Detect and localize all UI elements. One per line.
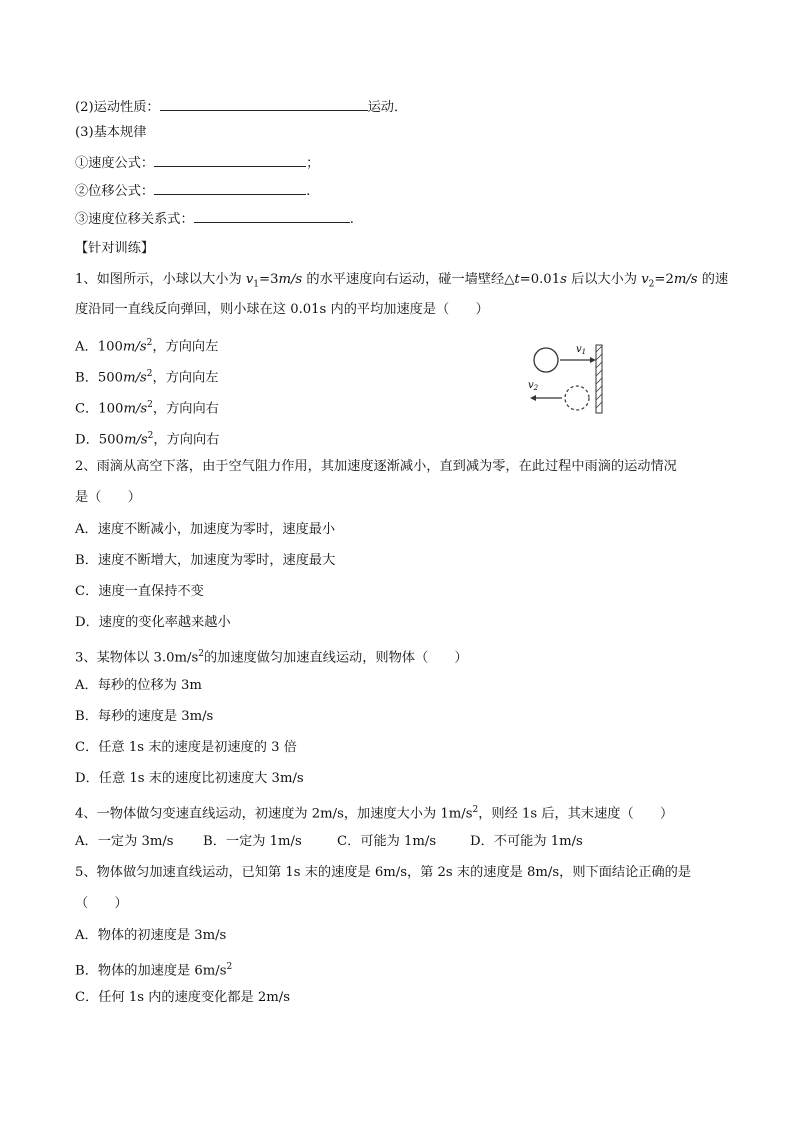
q2-option-d[interactable]: D．速度的变化率越来越小: [75, 615, 231, 630]
velocity-displacement-tail: .: [349, 212, 354, 227]
velocity-formula-blank[interactable]: [154, 152, 306, 167]
q3-stem: 3、某物体以 $3.0m/s^2$的加速度做匀加速直线运动，则物体（ ）: [75, 649, 468, 666]
q5-option-b[interactable]: B．物体的加速度是 $6m/s^2$: [75, 962, 233, 979]
q5-option-a[interactable]: A．物体的初速度是 3m/s: [75, 928, 227, 943]
basic-rules-title: (3)基本规律: [75, 125, 147, 140]
q5-stem-line1: 5、物体做匀加速直线运动，已知第 1s 末的速度是 6m/s，第 2s 末的速度是 8m/s，则下面结论正确的是: [75, 865, 692, 880]
q3-option-d[interactable]: D．任意 1s 末的速度比初速度大 3m/s: [75, 771, 304, 786]
q2-option-a[interactable]: A．速度不断减小，加速度为零时，速度最小: [75, 522, 336, 537]
velocity-formula-label: ①速度公式：: [75, 156, 155, 171]
ball-incoming: [534, 348, 558, 372]
q1-option-b[interactable]: B．$500m/s^2$，方向向左: [75, 369, 219, 386]
q1-option-a[interactable]: A．$100m/s^2$，方向向左: [75, 338, 219, 355]
q4-option-d[interactable]: D．不可能为 1m/s: [470, 834, 583, 849]
q1-option-c[interactable]: C．$100m/s^2$，方向向右: [75, 400, 219, 417]
q2-stem-line1: 2、雨滴从高空下落，由于空气阻力作用，其加速度逐渐减小，直到减为零，在此过程中雨滴的运动情况: [75, 459, 677, 474]
q4-option-a[interactable]: A．一定为 3m/s: [75, 834, 174, 849]
q3-option-b[interactable]: B．每秒的速度是 3m/s: [75, 709, 214, 724]
q4-stem: 4、一物体做匀变速直线运动，初速度为 2m/s，加速度大小为 $1m/s^2$，则经 1s 后，其末速度（ ）: [75, 805, 674, 822]
motion-nature-line: [75, 96, 407, 117]
motion-nature-label: (2)运动性质：: [75, 100, 160, 115]
displacement-formula-line: [75, 180, 310, 201]
displacement-formula-label: ②位移公式：: [75, 184, 155, 199]
velocity-displacement-blank[interactable]: [194, 208, 350, 223]
q4-options-row: [75, 833, 583, 851]
q3-option-a[interactable]: A．每秒的位移为 3m: [75, 678, 202, 693]
v1-arrowhead: [590, 357, 596, 363]
velocity-displacement-line: [75, 208, 354, 229]
q5-stem-line2: （ ）: [75, 896, 128, 911]
ball-rebound: [565, 386, 589, 410]
q2-option-c[interactable]: C．速度一直保持不变: [75, 584, 204, 599]
q4-option-c[interactable]: C．可能为 1m/s: [337, 834, 437, 849]
section-title: 【针对训练】: [75, 241, 155, 256]
q1-stem-line1: 1、如图所示，小球以大小为 $v_1=3m/s$ 的水平速度向右运动，碰一墙壁经△t=0.01s 后以大小为 $v_2=2m/s$ 的速: [75, 272, 729, 290]
velocity-formula-line: [75, 152, 319, 173]
ball-wall-figure: [510, 340, 620, 418]
motion-nature-blank[interactable]: [160, 96, 368, 111]
velocity-displacement-label: ③速度位移关系式：: [75, 212, 194, 227]
velocity-formula-tail: ；: [306, 156, 320, 171]
q1-stem-line2: 度沿同一直线反向弹回，则小球在这 0.01s 内的平均加速度是（ ）: [75, 302, 489, 317]
displacement-formula-blank[interactable]: [154, 180, 306, 195]
q4-option-b[interactable]: B．一定为 1m/s: [203, 834, 302, 849]
q3-option-c[interactable]: C．任意 1s 末的速度是初速度的 3 倍: [75, 740, 297, 755]
v2-arrowhead: [530, 395, 536, 401]
motion-nature-tail: 运动．: [367, 100, 408, 115]
q2-option-b[interactable]: B．速度不断增大，加速度为零时，速度最大: [75, 553, 336, 568]
displacement-formula-tail: .: [306, 184, 311, 199]
q1-option-d[interactable]: D．$500m/s^2$，方向向右: [75, 431, 220, 448]
v2-label: $v_2$: [528, 380, 539, 392]
v1-label: $v_1$: [576, 344, 587, 356]
q5-option-c[interactable]: C．任何 1s 内的速度变化都是 2m/s: [75, 990, 290, 1005]
q2-stem-line2: 是（ ）: [75, 490, 141, 505]
